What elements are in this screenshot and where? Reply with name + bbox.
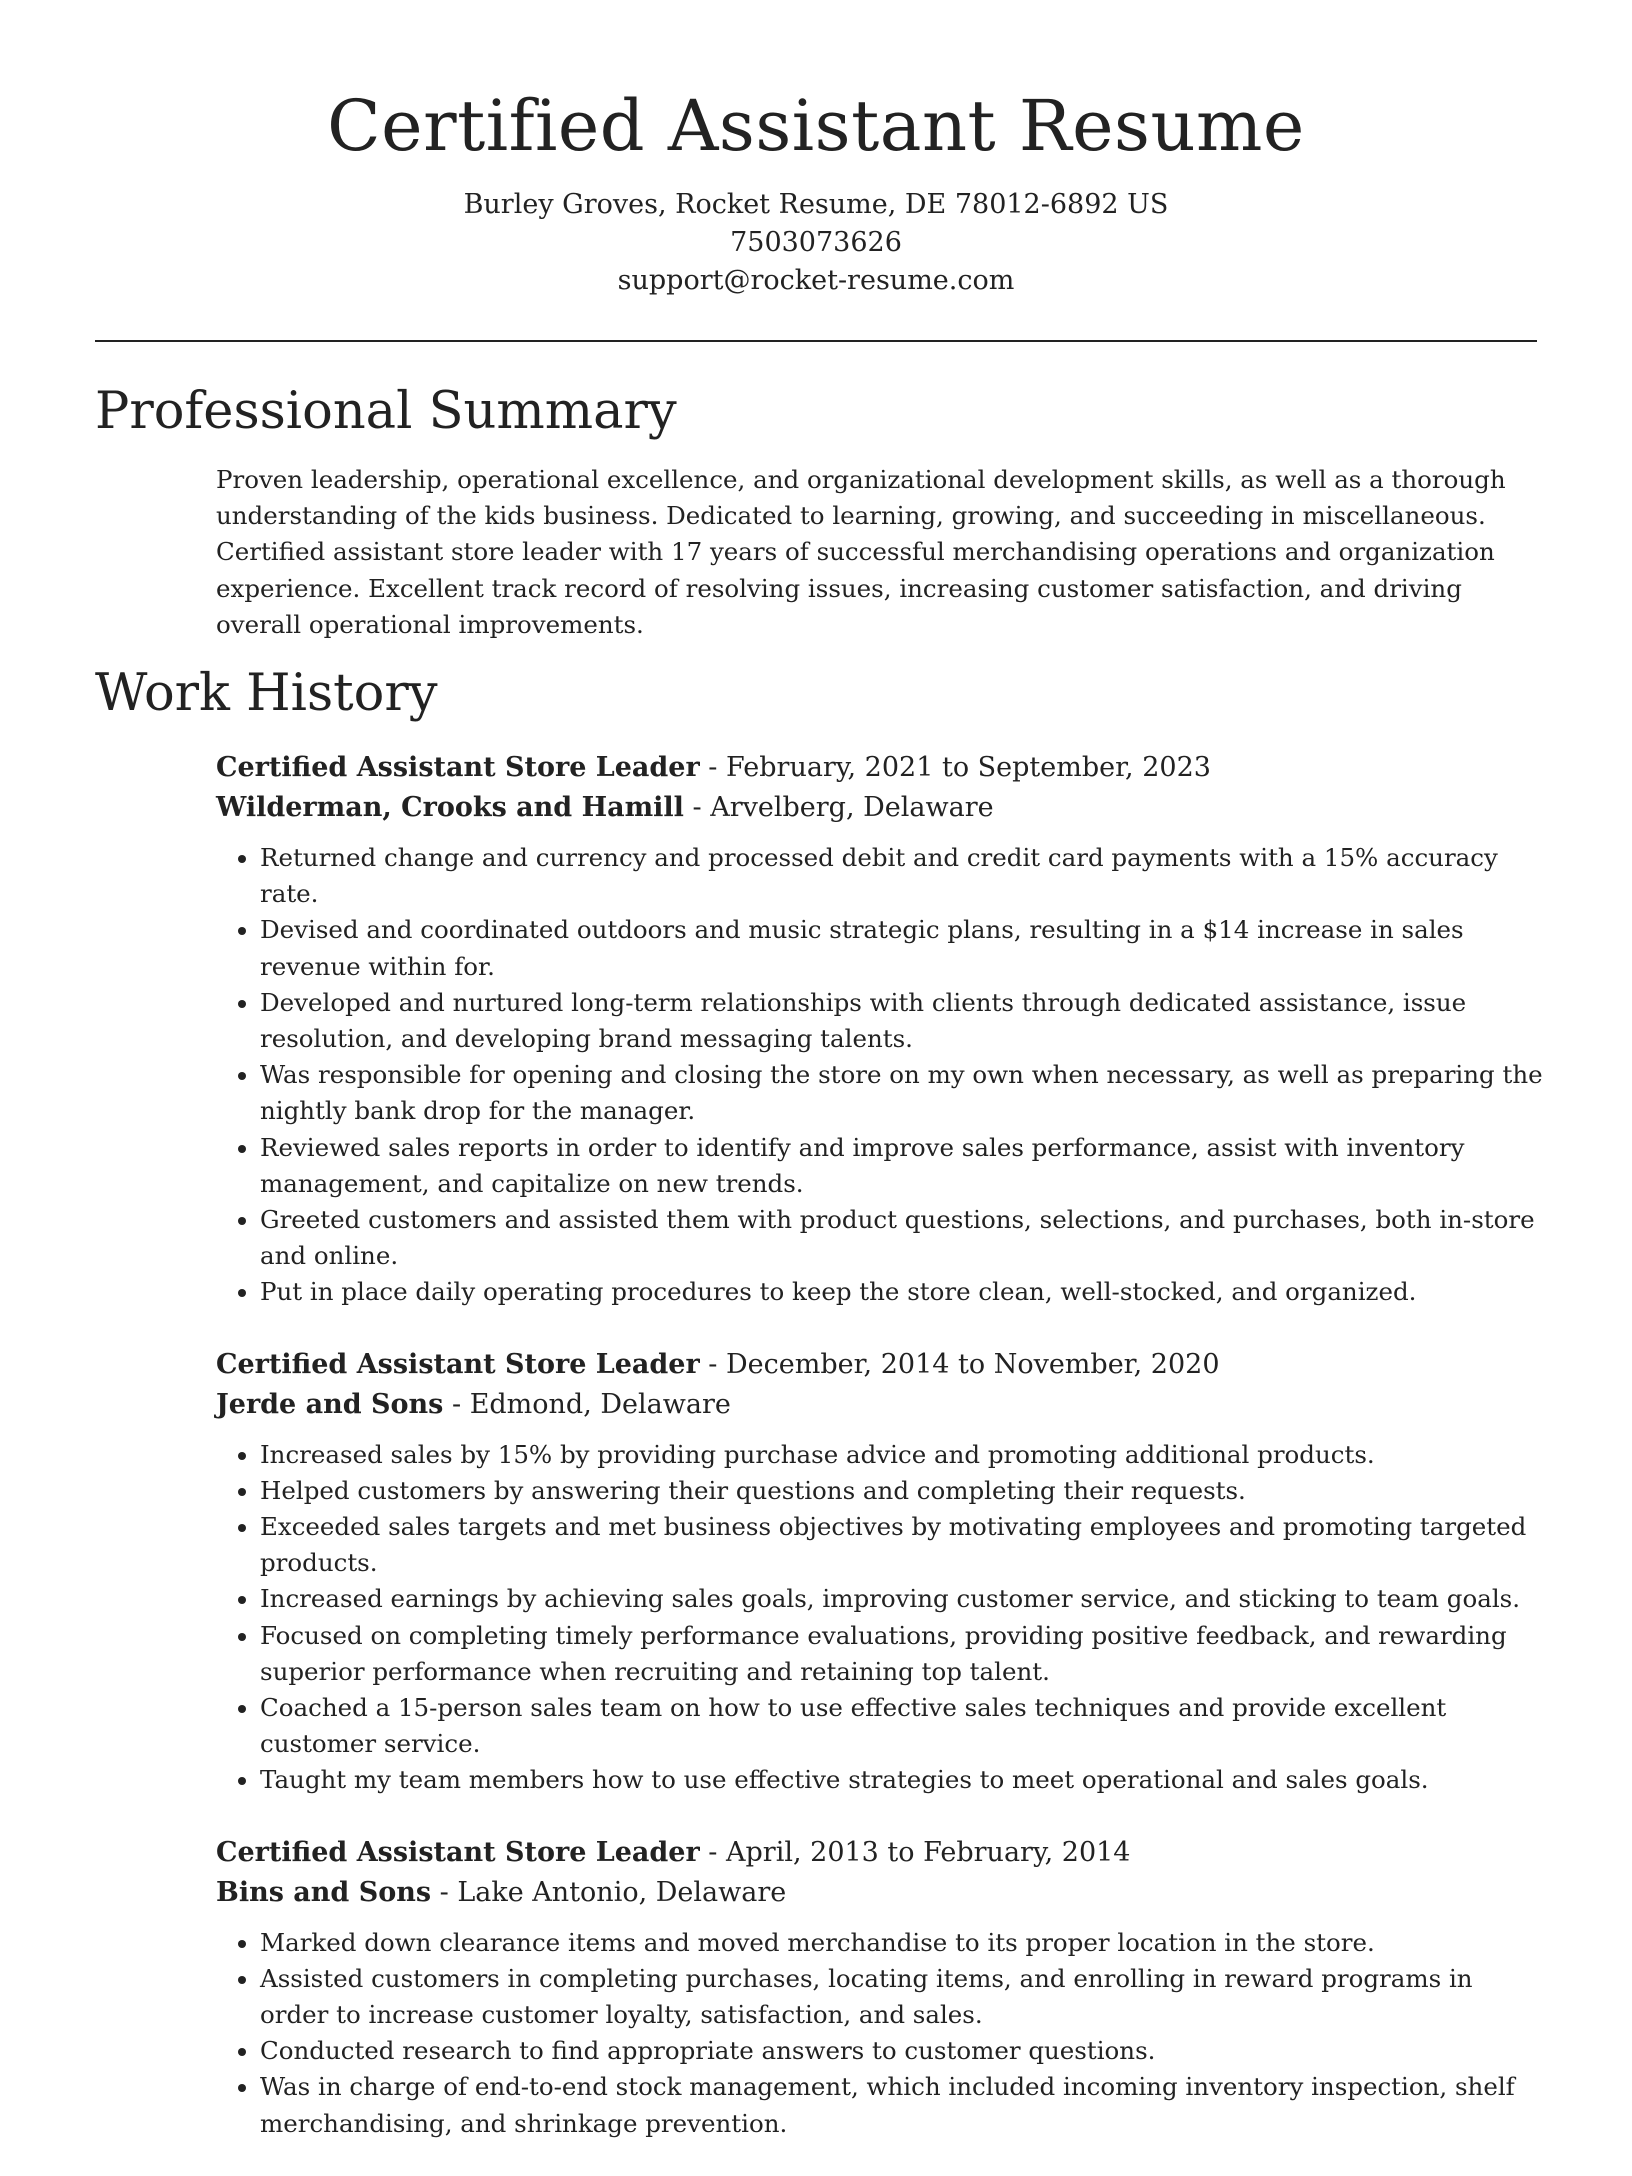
job-bullets [216,840,1546,1311]
job-location: Edmond, Delaware [469,1388,731,1420]
job-dates: December, 2014 to November, 2020 [726,1348,1220,1380]
job-bullet: • Increased sales by 15% by providing purchase advice and promoting additional products. [260,1437,1546,1473]
job-company: Jerde and Sons [216,1388,444,1420]
job-location: Lake Antonio, Delaware [457,1876,787,1908]
job-title-line: Certified Assistant Store Leader - February, 2021 to September, 2023 [216,752,1211,783]
job-bullet: • Was responsible for opening and closing the store on my own when necessary, as well as preparing the nightly bank drop for the manager. [260,1057,1546,1129]
job-bullet: • Greeted customers and assisted them with product questions, selections, and purchases, both in-store and online. [260,1202,1546,1274]
job-bullet: • Helped customers by answering their questions and completing their requests. [260,1473,1546,1509]
job-bullet: • Returned change and currency and processed debit and credit card payments with a 15% accuracy rate. [260,840,1546,912]
job-bullets [216,1437,1546,1799]
job-bullet: • Increased earnings by achieving sales goals, improving customer service, and sticking to team goals. [260,1581,1546,1617]
job-company-line: Wilderman, Crooks and Hamill - Arvelberg, Delaware [216,792,994,823]
contact-address: Burley Groves, Rocket Resume, DE 78012-6892 US [463,189,1169,220]
job-entry [216,748,1546,1311]
job-bullet: • Taught my team members how to use effective strategies to meet operational and sales goals. [260,1762,1546,1798]
job-entry [216,1833,1546,2142]
job-title-line: Certified Assistant Store Leader - April, 2013 to February, 2014 [216,1836,1131,1868]
job-bullet: • Put in place daily operating procedures to keep the store clean, well-stocked, and organized. [260,1274,1546,1310]
job-bullet: • Marked down clearance items and moved merchandise to its proper location in the store. [260,1925,1546,1961]
summary-text: Proven leadership, operational excellence, and organizational development skills, as well as a thorough understanding of the kids business. Dedicated to learning, growing, and succeeding in miscellaneous. Certified assistant store leader with 17 years of successful merchandising operations and organization experience. Excellent track record of resolving issues, increasing customer satisfaction, and driving overall operational improvements. [216,465,1506,639]
header-divider [95,340,1537,342]
contact-email: support@rocket-resume.com [617,265,1015,296]
job-bullet: • Focused on completing timely performance evaluations, providing positive feedback, and rewarding superior performance when recruiting and retaining top talent. [260,1618,1546,1690]
job-dates: April, 2013 to February, 2014 [726,1836,1131,1868]
job-bullet: • Reviewed sales reports in order to identify and improve sales performance, assist with inventory management, and capitalize on new trends. [260,1130,1546,1202]
job-entry [216,1345,1546,1799]
summary-heading: Professional Summary [95,382,677,441]
job-bullet: • Conducted research to find appropriate answers to customer questions. [260,2033,1546,2069]
job-bullet: • Developed and nurtured long-term relationships with clients through dedicated assistance, issue resolution, and developing brand messaging talents. [260,985,1546,1057]
job-dates: February, 2021 to September, 2023 [726,752,1211,783]
job-bullets [216,1925,1546,2142]
job-role: Certified Assistant Store Leader [216,1836,700,1868]
job-location: Arvelberg, Delaware [710,792,994,823]
contact-phone: 7503073626 [730,227,902,258]
job-company: Bins and Sons [216,1876,432,1908]
work-history-heading: Work History [95,664,438,723]
work-history-list [216,748,1546,2176]
job-bullet: • Exceeded sales targets and met business objectives by motivating employees and promoting targeted products. [260,1509,1546,1581]
job-bullet: • Devised and coordinated outdoors and music strategic plans, resulting in a $14 increase in sales revenue within for. [260,912,1546,984]
job-bullet: • Coached a 15-person sales team on how to use effective sales techniques and provide excellent customer service. [260,1690,1546,1762]
job-company: Wilderman, Crooks and Hamill [216,792,684,823]
resume-header [0,0,1632,300]
job-bullet: • Was in charge of end-to-end stock management, which included incoming inventory inspection, shelf merchandising, and shrinkage prevention. [260,2069,1546,2141]
job-bullet: • Assisted customers in completing purchases, locating items, and enrolling in reward programs in order to increase customer loyalty, satisfaction, and sales. [260,1961,1546,2033]
job-company-line: Bins and Sons - Lake Antonio, Delaware [216,1876,787,1908]
contact-block [0,186,1632,300]
resume-name: Certified Assistant Resume [327,85,1305,167]
job-role: Certified Assistant Store Leader [216,1348,700,1380]
job-company-line: Jerde and Sons - Edmond, Delaware [216,1388,731,1420]
job-title-line: Certified Assistant Store Leader - December, 2014 to November, 2020 [216,1348,1220,1380]
job-role: Certified Assistant Store Leader [216,752,700,783]
